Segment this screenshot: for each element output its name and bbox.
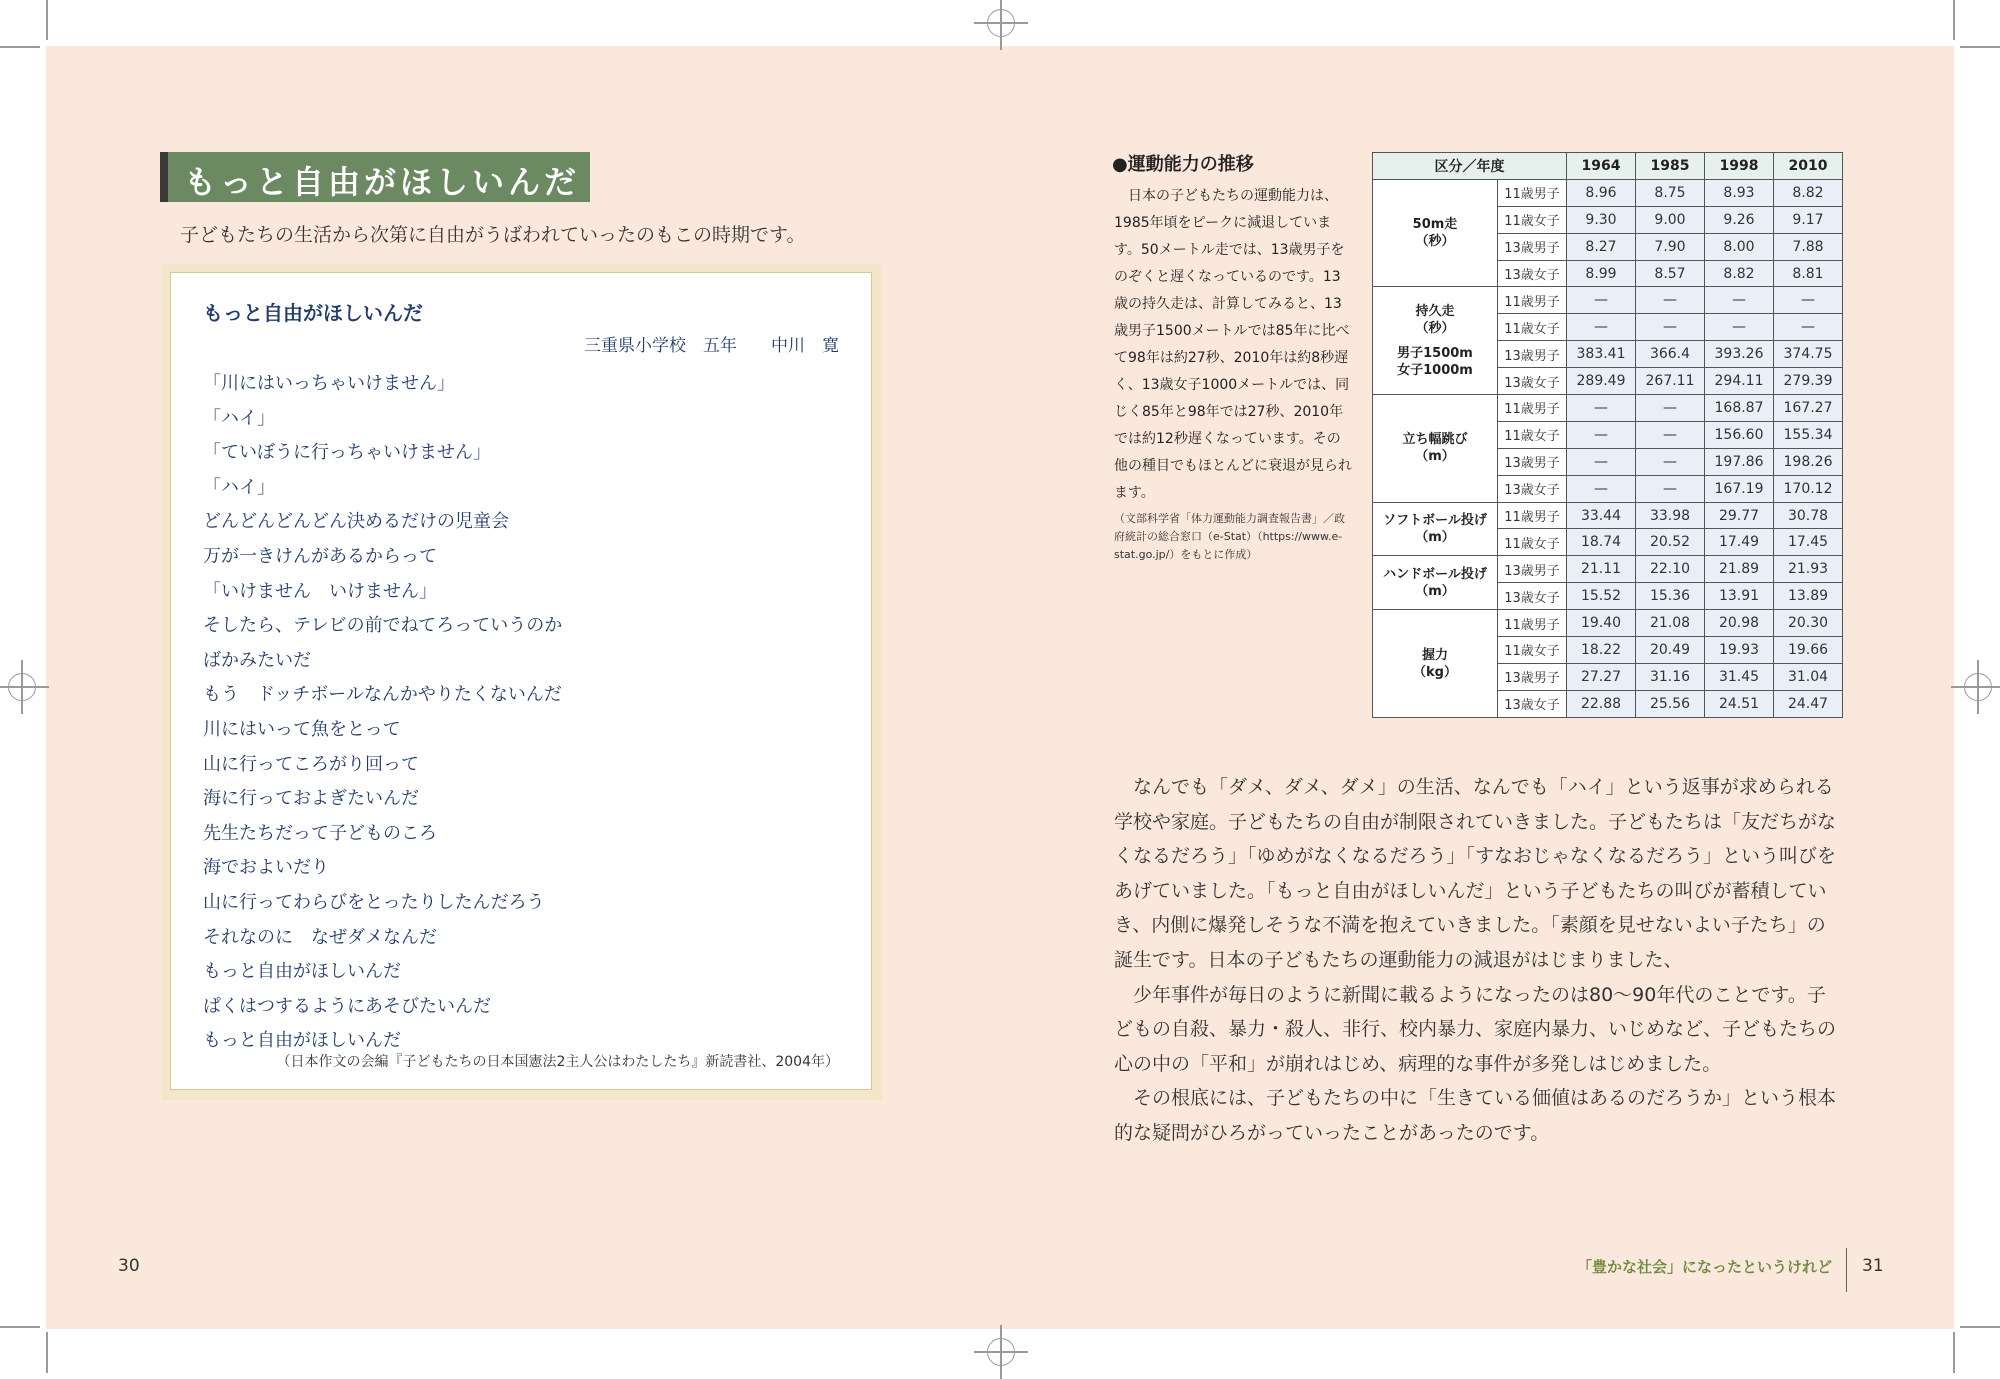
value-cell: 25.56 [1636,690,1705,717]
value-cell: 31.04 [1774,663,1843,690]
section-description [1114,183,1354,507]
category-cell [1373,556,1498,610]
value-cell: 17.49 [1705,529,1774,556]
poem-line: 山に行ってわらびをとったりしたんだろう [203,891,545,913]
category-label-line: 男子1500m [1397,345,1473,361]
value-cell: 279.39 [1774,368,1843,395]
value-cell: 30.78 [1774,502,1843,529]
category-label-line: （m） [1415,449,1455,465]
age-group-label: 13歳女子 [1498,690,1567,717]
value-cell: 7.88 [1774,233,1843,260]
age-group-label: 13歳女子 [1498,583,1567,610]
value-cell: 155.34 [1774,421,1843,448]
category-label-line: ハンドボール投げ [1383,566,1487,582]
poem-line: もっと自由がほしいんだ [203,1030,401,1052]
poem-line: 万が一きけんがあるからって [203,545,437,567]
value-cell: 167.27 [1774,395,1843,422]
poem-line: もう ドッチボールなんかやりたくないんだ [203,684,562,706]
table-row [1373,556,1843,583]
crop-mark [46,1332,48,1373]
crop-mark [0,46,40,48]
value-cell: 9.30 [1567,206,1636,233]
value-cell: 167.19 [1705,475,1774,502]
value-cell: 8.99 [1567,260,1636,287]
age-group-label: 13歳男子 [1498,448,1567,475]
category-cell [1373,502,1498,556]
value-cell: 13.91 [1705,583,1774,610]
value-cell: 20.30 [1774,610,1843,637]
table-header-row [1373,153,1843,180]
value-cell: 27.27 [1567,663,1636,690]
value-cell: 15.52 [1567,583,1636,610]
poem-line: 「川にはいっちゃいけません」 [203,373,455,394]
category-cell [1373,395,1498,503]
age-group-label: 13歳女子 [1498,475,1567,502]
value-cell: — [1705,314,1774,341]
value-cell: 22.88 [1567,690,1636,717]
section-heading: ●運動能力の推移 [1112,154,1254,175]
crop-mark [1953,0,1955,40]
value-cell: — [1636,421,1705,448]
value-cell: 9.17 [1774,206,1843,233]
value-cell: — [1567,287,1636,314]
body-paragraph: 少年事件が毎日のように新聞に載るようになったのは80～90年代のことです。子どもの自殺、暴力・殺人、非行、校内暴力、家庭内暴力、いじめなど、子どもたちの心の中の「平和」が崩れはじめ、病理的な事件が多発しはじめました。 [1114,983,1837,1075]
value-cell: 19.66 [1774,637,1843,664]
age-group-label: 13歳男子 [1498,233,1567,260]
value-cell: — [1567,475,1636,502]
crop-mark [1960,46,2000,48]
age-group-label: 11歳男子 [1498,287,1567,314]
age-group-label: 11歳女子 [1498,637,1567,664]
poem-line: 「ハイ」 [203,476,275,498]
year-header: 1998 [1705,153,1774,180]
value-cell: 21.11 [1567,556,1636,583]
value-cell: 22.10 [1636,556,1705,583]
poem-line: どんどんどんどん決めるだけの児童会 [203,511,509,533]
value-cell: 294.11 [1705,368,1774,395]
year-header: 2010 [1774,153,1843,180]
registration-mark-right [1964,673,1992,701]
registration-mark-top [987,9,1015,37]
value-cell: 17.45 [1774,529,1843,556]
value-cell: — [1636,287,1705,314]
age-group-label: 11歳男子 [1498,610,1567,637]
athletic-ability-table [1372,152,1843,718]
value-cell: — [1567,448,1636,475]
category-label-line: （m） [1415,529,1455,545]
value-cell: 8.93 [1705,179,1774,206]
category-label-line: （秒） [1415,320,1455,336]
age-group-label: 13歳男子 [1498,663,1567,690]
poem-lines [203,367,562,1059]
crop-mark [1953,1332,1955,1373]
value-cell: 15.36 [1636,583,1705,610]
registration-mark-bottom [987,1338,1015,1366]
poem-line: 山に行ってころがり回って [203,753,419,775]
poem-title: もっと自由がほしいんだ [203,301,423,325]
value-cell: 33.44 [1567,502,1636,529]
poem-line: 「いけません いけません」 [203,580,437,602]
poem-source: （日本作文の会編『子どもたちの日本国憲法2主人公はわたしたち』新読書社、2004年） [276,1054,839,1070]
category-cell [1373,610,1498,718]
value-cell: — [1636,475,1705,502]
age-group-label: 11歳女子 [1498,529,1567,556]
page-number-left: 30 [118,1256,140,1276]
poem-line: もっと自由がほしいんだ [203,961,401,983]
category-cell [1373,179,1498,287]
category-label-line: （m） [1415,583,1455,599]
value-cell: 7.90 [1636,233,1705,260]
category-label-line [1373,337,1497,345]
age-group-label: 13歳男子 [1498,556,1567,583]
poem-box [170,272,872,1090]
value-cell: — [1636,448,1705,475]
value-cell: — [1567,395,1636,422]
poem-line: それなのに なぜダメなんだ [203,926,437,948]
value-cell: 18.74 [1567,529,1636,556]
value-cell: 8.57 [1636,260,1705,287]
table-row [1373,179,1843,206]
value-cell: 13.89 [1774,583,1843,610]
category-label-line: 持久走 [1415,303,1455,319]
age-group-label: 11歳男子 [1498,395,1567,422]
value-cell: 267.11 [1636,368,1705,395]
left-page-title-band [160,152,590,202]
value-cell: — [1567,421,1636,448]
value-cell: 24.51 [1705,690,1774,717]
value-cell: 8.75 [1636,179,1705,206]
value-cell: — [1636,395,1705,422]
value-cell: 20.98 [1705,610,1774,637]
value-cell: 383.41 [1567,341,1636,368]
age-group-label: 11歳女子 [1498,421,1567,448]
value-cell: 33.98 [1636,502,1705,529]
poem-line: そしたら、テレビの前でねてろっていうのか [203,615,563,637]
poem-line: 「ていぼうに行っちゃいけません」 [203,442,491,464]
value-cell: — [1774,287,1843,314]
value-cell: 9.00 [1636,206,1705,233]
title-accent-bar [160,152,168,202]
value-cell: 8.96 [1567,179,1636,206]
poem-line: ばかみたいだ [203,649,311,671]
value-cell: 168.87 [1705,395,1774,422]
poem-line: 「ハイ」 [203,407,275,429]
age-group-label: 11歳男子 [1498,179,1567,206]
age-group-label: 11歳男子 [1498,502,1567,529]
category-cell [1373,287,1498,395]
value-cell: 366.4 [1636,341,1705,368]
category-label-line: （kg） [1413,664,1457,680]
value-cell: — [1705,287,1774,314]
value-cell: 9.26 [1705,206,1774,233]
value-cell: — [1567,314,1636,341]
category-label-line: 握力 [1421,647,1448,663]
value-cell: 393.26 [1705,341,1774,368]
value-cell: 20.49 [1636,637,1705,664]
category-label-line: ソフトボール投げ [1383,512,1487,528]
value-cell: 8.82 [1774,179,1843,206]
value-cell: 170.12 [1774,475,1843,502]
category-label-line: 50m走 [1412,217,1458,233]
value-cell: 289.49 [1567,368,1636,395]
value-cell: 198.26 [1774,448,1843,475]
value-cell: 19.40 [1567,610,1636,637]
table-row [1373,610,1843,637]
category-label-line: 立ち幅跳び [1402,432,1468,448]
year-header: 1985 [1636,153,1705,180]
value-cell: — [1774,314,1843,341]
value-cell: 374.75 [1774,341,1843,368]
value-cell: 21.08 [1636,610,1705,637]
section-description-text: 日本の子どもたちの運動能力は、1985年頃をピークに減退しています。50メートル走では、13歳男子をのぞくと遅くなっているのです。13歳の持久走は、計算してみると、13歳男子1500メートルでは85年に比べて98年は約27秒、2010年は約8秒遅く、13歳女子1000メートルでは、同じく85年と98年では27秒、2010年では約12秒遅くなっています。その他の種目でもほとんどに衰退が見られます。 [1114,188,1352,501]
poem-line: 先生たちだって子どものころ [203,822,437,844]
value-cell: 18.22 [1567,637,1636,664]
age-group-label: 11歳女子 [1498,206,1567,233]
value-cell: 21.93 [1774,556,1843,583]
value-cell: 29.77 [1705,502,1774,529]
table-row [1373,395,1843,422]
poem-author: 三重県小学校 五年 中川 寛 [584,336,839,356]
value-cell: 8.27 [1567,233,1636,260]
value-cell: 8.00 [1705,233,1774,260]
value-cell: 20.52 [1636,529,1705,556]
table-row [1373,287,1843,314]
page-number-right: 31 [1862,1256,1884,1276]
main-body-text [1114,770,1844,1151]
body-paragraph: なんでも「ダメ、ダメ、ダメ」の生活、なんでも「ハイ」という返事が求められる学校や家庭。子どもたちの自由が制限されていきました。子どもたちは「友だちがなくなるだろう」「ゆめがなくなるだろう」「すなおじゃなくなるだろう」という叫びをあげていました。「もっと自由がほしいんだ」という子どもたちの叫びが蓄積していき、内側に爆発しそうな不満を抱えていきました。「素顔を見せないよい子たち」の誕生です。日本の子どもたちの運動能力の減退がはじまりました、 [1114,776,1837,971]
crop-mark [1960,1326,2000,1328]
left-page-subtitle: 子どもたちの生活から次第に自由がうばわれていったのもこの時期です。 [180,224,806,246]
registration-mark-left [8,673,36,701]
value-cell: 156.60 [1705,421,1774,448]
value-cell: 19.93 [1705,637,1774,664]
poem-line: 海でおよいだり [203,857,329,879]
left-page-title: もっと自由がほしいんだ [184,163,581,201]
running-footer-title: 「豊かな社会」になったというけれど [1576,1258,1832,1276]
value-cell: 197.86 [1705,448,1774,475]
value-cell: 8.81 [1774,260,1843,287]
table-header-label: 区分／年度 [1373,153,1567,180]
value-cell: 24.47 [1774,690,1843,717]
footer-divider [1846,1248,1847,1292]
value-cell: 31.16 [1636,663,1705,690]
body-paragraph: その根底には、子どもたちの中に「生きている価値はあるのだろうか」という根本的な疑問がひろがっていったことがあったのです。 [1114,1087,1837,1144]
age-group-label: 13歳女子 [1498,260,1567,287]
category-label-line: （秒） [1415,234,1455,250]
age-group-label: 13歳女子 [1498,368,1567,395]
poem-line: ぱくはつするようにあそびたいんだ [203,995,491,1017]
value-cell: 31.45 [1705,663,1774,690]
value-cell: 21.89 [1705,556,1774,583]
crop-mark [0,1326,40,1328]
year-header: 1964 [1567,153,1636,180]
value-cell: — [1636,314,1705,341]
value-cell: 8.82 [1705,260,1774,287]
poem-line: 川にはいって魚をとって [203,718,401,740]
section-source-note: （文部科学省「体力運動能力調査報告書」／政府統計の総合窓口（e-Stat）（https://www.e-stat.go.jp/）をもとに作成） [1114,512,1345,561]
crop-mark [46,0,48,40]
age-group-label: 11歳女子 [1498,314,1567,341]
age-group-label: 13歳男子 [1498,341,1567,368]
table-row [1373,502,1843,529]
poem-line: 海に行っておよぎたいんだ [203,788,419,810]
poem-frame [162,264,882,1100]
category-label-line: 女子1000m [1397,362,1473,378]
